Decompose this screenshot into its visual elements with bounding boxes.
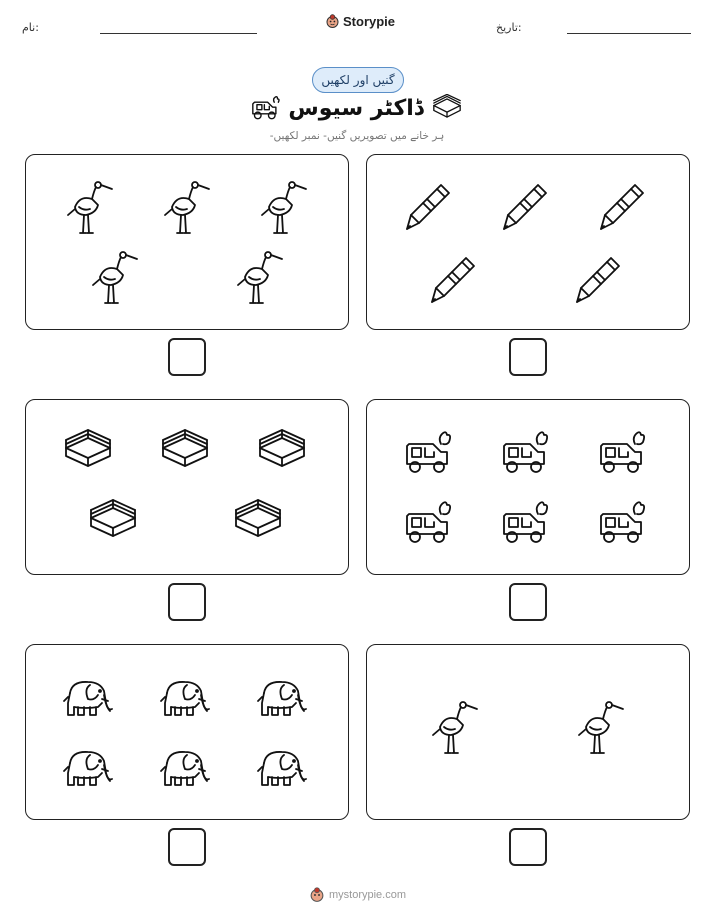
pencil-icon	[595, 177, 651, 237]
boxing-ring-icon	[230, 492, 286, 552]
footer	[310, 887, 406, 903]
elephant-icon	[254, 667, 310, 727]
pencil-icon	[571, 250, 627, 310]
rickshaw-icon	[401, 422, 457, 482]
elephant-icon	[254, 737, 310, 797]
rickshaw-icon	[498, 492, 554, 552]
stork-icon	[230, 247, 286, 307]
boxing-ring-icon	[430, 94, 464, 122]
storypie-mascot-icon	[326, 14, 339, 29]
rickshaw-icon	[595, 492, 651, 552]
pencil-icon	[426, 250, 482, 310]
stork-icon	[571, 697, 627, 757]
stork-icon	[60, 177, 116, 237]
answer-box[interactable]	[168, 583, 206, 621]
pencil-icon	[401, 177, 457, 237]
rickshaw-icon	[595, 422, 651, 482]
elephant-icon	[60, 737, 116, 797]
worksheet-instruction: ہر خانے میں تصویریں گنیں- نمبر لکھیں-	[269, 130, 445, 142]
elephant-icon	[60, 667, 116, 727]
storypie-mascot-icon	[310, 887, 324, 903]
answer-box[interactable]	[509, 828, 547, 866]
name-label: نام:	[22, 21, 39, 34]
boxing-ring-icon	[254, 422, 310, 482]
footer-url[interactable]: mystorypie.com	[329, 889, 407, 901]
brand-logo	[326, 14, 395, 29]
rickshaw-icon	[401, 492, 457, 552]
name-field[interactable]	[100, 33, 257, 34]
boxing-ring-icon	[85, 492, 141, 552]
worksheet-title: ڈاکٹر سیوس	[288, 96, 424, 121]
answer-box[interactable]	[509, 583, 547, 621]
stork-icon	[157, 177, 213, 237]
elephant-icon	[157, 737, 213, 797]
count-panel-storks-2	[366, 644, 690, 820]
date-label: تاریخ:	[496, 21, 522, 34]
boxing-ring-icon	[60, 422, 116, 482]
stork-icon	[254, 177, 310, 237]
rickshaw-icon	[249, 94, 283, 122]
answer-box[interactable]	[168, 828, 206, 866]
stork-icon	[425, 697, 481, 757]
boxing-ring-icon	[157, 422, 213, 482]
answer-box[interactable]	[509, 338, 547, 376]
stork-icon	[85, 247, 141, 307]
elephant-icon	[157, 667, 213, 727]
worksheet-badge	[312, 67, 404, 93]
date-field[interactable]	[567, 33, 691, 34]
pencil-icon	[498, 177, 554, 237]
rickshaw-icon	[498, 422, 554, 482]
answer-box[interactable]	[168, 338, 206, 376]
worksheet-badge-label: گنیں اور لکھیں	[321, 73, 395, 87]
brand-name: Storypie	[343, 14, 396, 29]
